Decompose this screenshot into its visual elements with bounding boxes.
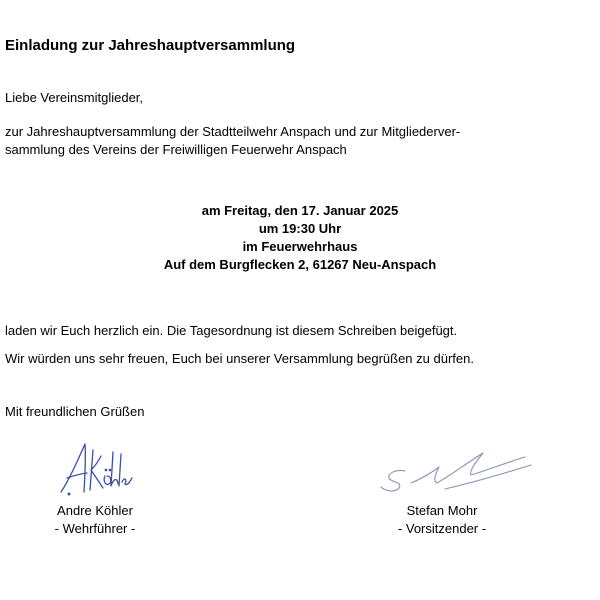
signatory-name: Andre Köhler <box>57 503 133 518</box>
signatory-mohr <box>372 502 512 538</box>
event-place: im Feuerwehrhaus <box>242 239 358 254</box>
signatory-role: - Wehrführer - <box>54 521 136 536</box>
signatory-name: Stefan Mohr <box>406 503 478 518</box>
intro-line-2: sammlung des Vereins der Freiwilligen Feuerwehr Anspach <box>5 142 347 157</box>
invite-line-1: laden wir Euch herzlich ein. Die Tagesordnung ist diesem Schreiben beigefügt. <box>5 323 458 338</box>
signature-koehler <box>55 440 135 500</box>
event-details <box>0 202 600 274</box>
signatory-koehler <box>30 502 160 538</box>
intro-line-1: zur Jahreshauptversammlung der Stadtteilwehr Anspach und zur Mitgliederver- <box>5 124 461 139</box>
event-date: am Freitag, den 17. Januar 2025 <box>201 203 399 218</box>
greeting: Liebe Vereinsmitglieder, <box>5 90 144 105</box>
event-address: Auf dem Burgflecken 2, 61267 Neu-Anspach <box>163 257 437 272</box>
letter-title: Einladung zur Jahreshauptversammlung <box>5 37 296 54</box>
event-time: um 19:30 Uhr <box>258 221 342 236</box>
signatory-role: - Vorsitzender - <box>397 521 487 536</box>
closing: Mit freundlichen Grüßen <box>5 404 145 419</box>
signature-mohr <box>375 445 535 497</box>
invite-line-2: Wir würden uns sehr freuen, Euch bei unserer Versammlung begrüßen zu dürfen. <box>5 351 474 366</box>
